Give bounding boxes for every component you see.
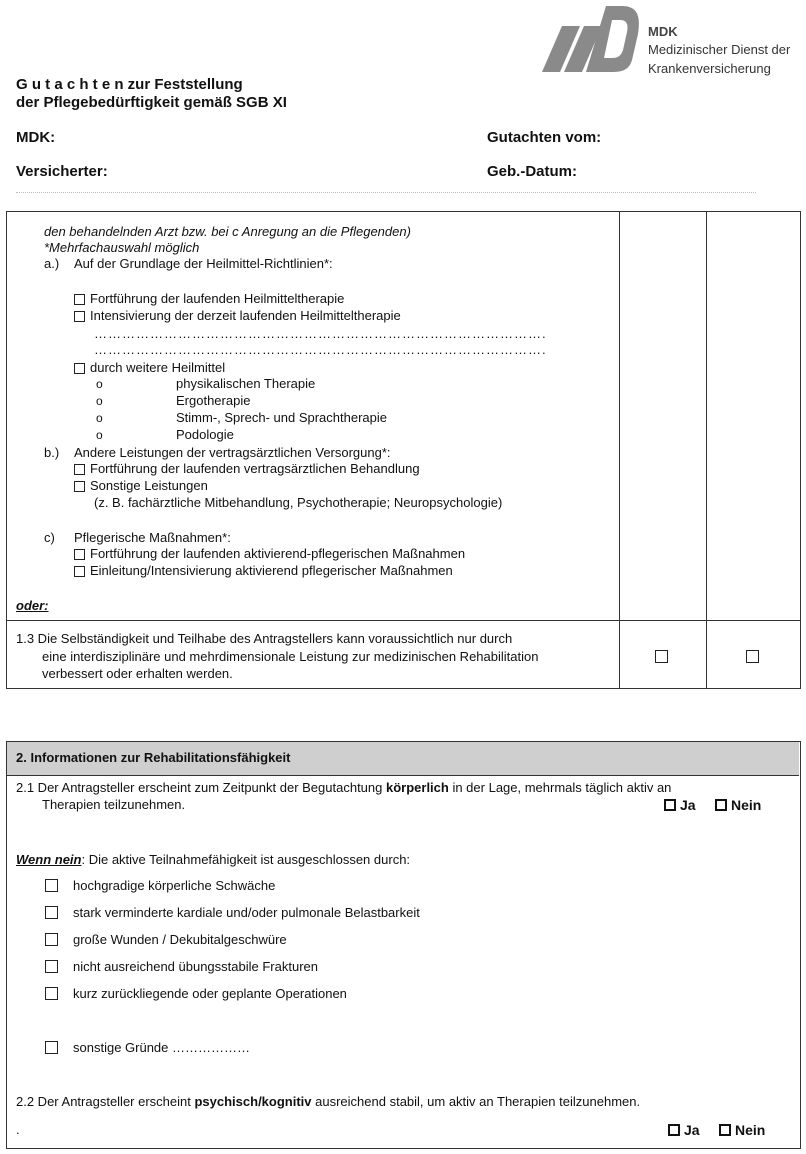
c-heading: Pflegerische Maßnahmen*: (74, 530, 231, 545)
q21-nein-option (715, 797, 761, 813)
mehrfachauswahl-note: *Mehrfachauswahl möglich (44, 240, 200, 255)
checkbox[interactable] (74, 549, 85, 560)
a-item-2-label: Intensivierung der derzeit laufenden Heilmitteltherapie (90, 308, 401, 323)
b-item-2-label: Sonstige Leistungen (90, 478, 208, 493)
gutachten-vom-label: Gutachten vom: (487, 129, 602, 146)
q22-ja-option (668, 1122, 700, 1138)
logo-line-1: Medizinischer Dienst der (648, 42, 791, 57)
stray-dot: . (16, 1122, 20, 1137)
weitere-item-3: Stimm-, Sprech- und Sprachtherapie (176, 410, 387, 425)
q21-nein-label: Nein (731, 797, 762, 813)
mdk-logo (540, 4, 640, 76)
column-divider-1 (619, 211, 620, 688)
reason-3: große Wunden / Dekubitalgeschwüre (73, 932, 287, 947)
intro-line: den behandelnden Arzt bzw. bei c Anregung an die Pflegenden) (44, 224, 411, 239)
geb-datum-label: Geb.-Datum: (487, 163, 577, 180)
item-1-3-line-2: eine interdisziplinäre und mehrdimensionale Leistung zur medizinischen Rehabilitation (42, 649, 539, 664)
reason-2: stark verminderte kardiale und/oder pulmonale Belastbarkeit (73, 905, 420, 920)
item-1-3-checkbox-col1[interactable] (655, 650, 668, 663)
mdk-logo-mark-icon (540, 4, 640, 76)
logo-brand: MDK (648, 24, 678, 39)
q21-post: in der Lage, mehrmals täglich aktiv an (448, 780, 672, 795)
bullet-3: o (96, 411, 103, 425)
oder-label: oder: (16, 598, 49, 613)
a-heading: Auf der Grundlage der Heilmittel-Richtlinien*: (74, 256, 333, 271)
section2-title: 2. Informationen zur Rehabilitationsfähigkeit (16, 750, 291, 765)
b-item-1-label: Fortführung der laufenden vertragsärztlichen Behandlung (90, 461, 420, 476)
q21-ja-label: Ja (680, 797, 696, 813)
a-item-1 (74, 291, 344, 307)
weitere-item-1: physikalischen Therapie (176, 376, 316, 391)
b-item-2 (74, 478, 208, 494)
checkbox[interactable] (74, 464, 85, 475)
checkbox[interactable] (74, 481, 85, 492)
b-heading: Andere Leistungen der vertragsärztlichen Versorgung*: (74, 445, 391, 460)
reason-5-checkbox[interactable] (45, 987, 58, 1000)
q21-line-2: Therapien teilzunehmen. (42, 797, 186, 812)
fill-line-2: ……………………………………………………………………………………. (94, 342, 547, 357)
q22-post: ausreichend stabil, um aktiv an Therapien teilzunehmen. (311, 1094, 641, 1109)
a-item-1-label: Fortführung der laufenden Heilmitteltherapie (90, 291, 345, 306)
sonstige-gruende: sonstige Gründe ……………… (73, 1040, 251, 1055)
weitere-heilmittel (74, 360, 225, 376)
checkbox[interactable] (74, 311, 85, 322)
checkbox-nein[interactable] (715, 799, 727, 811)
b-item-1 (74, 461, 420, 477)
checkbox[interactable] (74, 363, 85, 374)
checkbox-ja[interactable] (668, 1124, 680, 1136)
checkbox-nein[interactable] (719, 1124, 731, 1136)
mdk-label: MDK: (16, 129, 56, 146)
b-note: (z. B. fachärztliche Mitbehandlung, Psychotherapie; Neuropsychologie) (94, 495, 503, 510)
q22-nein-option (719, 1122, 765, 1138)
checkbox[interactable] (74, 566, 85, 577)
reason-1-checkbox[interactable] (45, 879, 58, 892)
reason-3-checkbox[interactable] (45, 933, 58, 946)
item-1-3-line-3: verbessert oder erhalten werden. (42, 666, 233, 681)
sonstige-checkbox[interactable] (45, 1041, 58, 1054)
q22-bold: psychisch/kognitiv (194, 1094, 312, 1109)
a-item-2 (74, 308, 401, 324)
column-divider-2 (706, 211, 707, 688)
weitere-heilmittel-label: durch weitere Heilmittel (90, 360, 226, 375)
header-divider (16, 192, 756, 193)
c-item-1-label: Fortführung der laufenden aktivierend-pflegerischen Maßnahmen (90, 546, 466, 561)
weitere-item-4: Podologie (176, 427, 234, 442)
title-spaced: G u t a c h t e n (16, 76, 124, 93)
row-divider (6, 620, 800, 621)
bullet-2: o (96, 394, 103, 408)
logo-line-2: Krankenversicherung (648, 61, 771, 76)
q22-line (16, 1094, 640, 1110)
reason-4-checkbox[interactable] (45, 960, 58, 973)
item-1-3-line-1: 1.3 Die Selbständigkeit und Teilhabe des Antragstellers kann voraussichtlich nur durch (16, 631, 513, 646)
b-label: b.) (44, 445, 60, 460)
q21-pre: 2.1 Der Antragsteller erscheint zum Zeitpunkt der Begutachtung (16, 780, 386, 795)
fill-line-1: ……………………………………………………………………………………. (94, 326, 547, 341)
weitere-item-2: Ergotherapie (176, 393, 251, 408)
reason-1: hochgradige körperliche Schwäche (73, 878, 276, 893)
checkbox-ja[interactable] (664, 799, 676, 811)
q22-pre: 2.2 Der Antragsteller erscheint (16, 1094, 195, 1109)
c-item-2-label: Einleitung/Intensivierung aktivierend pflegerischer Maßnahmen (90, 563, 453, 578)
wenn-nein-line (16, 852, 410, 868)
versicherter-label: Versicherter: (16, 163, 108, 180)
c-label: c) (44, 530, 55, 545)
checkbox[interactable] (74, 294, 85, 305)
reason-5: kurz zurückliegende oder geplante Operationen (73, 986, 347, 1001)
q21-ja-option (664, 797, 696, 813)
q22-nein-label: Nein (735, 1122, 766, 1138)
reason-2-checkbox[interactable] (45, 906, 58, 919)
a-label: a.) (44, 256, 60, 271)
wenn-nein-rest: : Die aktive Teilnahmefähigkeit ist ausgeschlossen durch: (81, 852, 411, 867)
wenn-nein-label: Wenn nein (16, 852, 82, 867)
bullet-1: o (96, 377, 103, 391)
document-title-line-2: der Pflegebedürftigkeit gemäß SGB XI (16, 94, 287, 111)
q22-ja-label: Ja (684, 1122, 700, 1138)
bullet-4: o (96, 428, 103, 442)
item-1-3-checkbox-col2[interactable] (746, 650, 759, 663)
q21-line-1 (16, 780, 671, 796)
title-rest: zur Feststellung (123, 76, 243, 93)
c-item-1 (74, 546, 465, 562)
reason-4: nicht ausreichend übungsstabile Frakturen (73, 959, 318, 974)
q21-bold: körperlich (385, 780, 449, 795)
c-item-2 (74, 563, 453, 579)
document-title (16, 76, 243, 94)
